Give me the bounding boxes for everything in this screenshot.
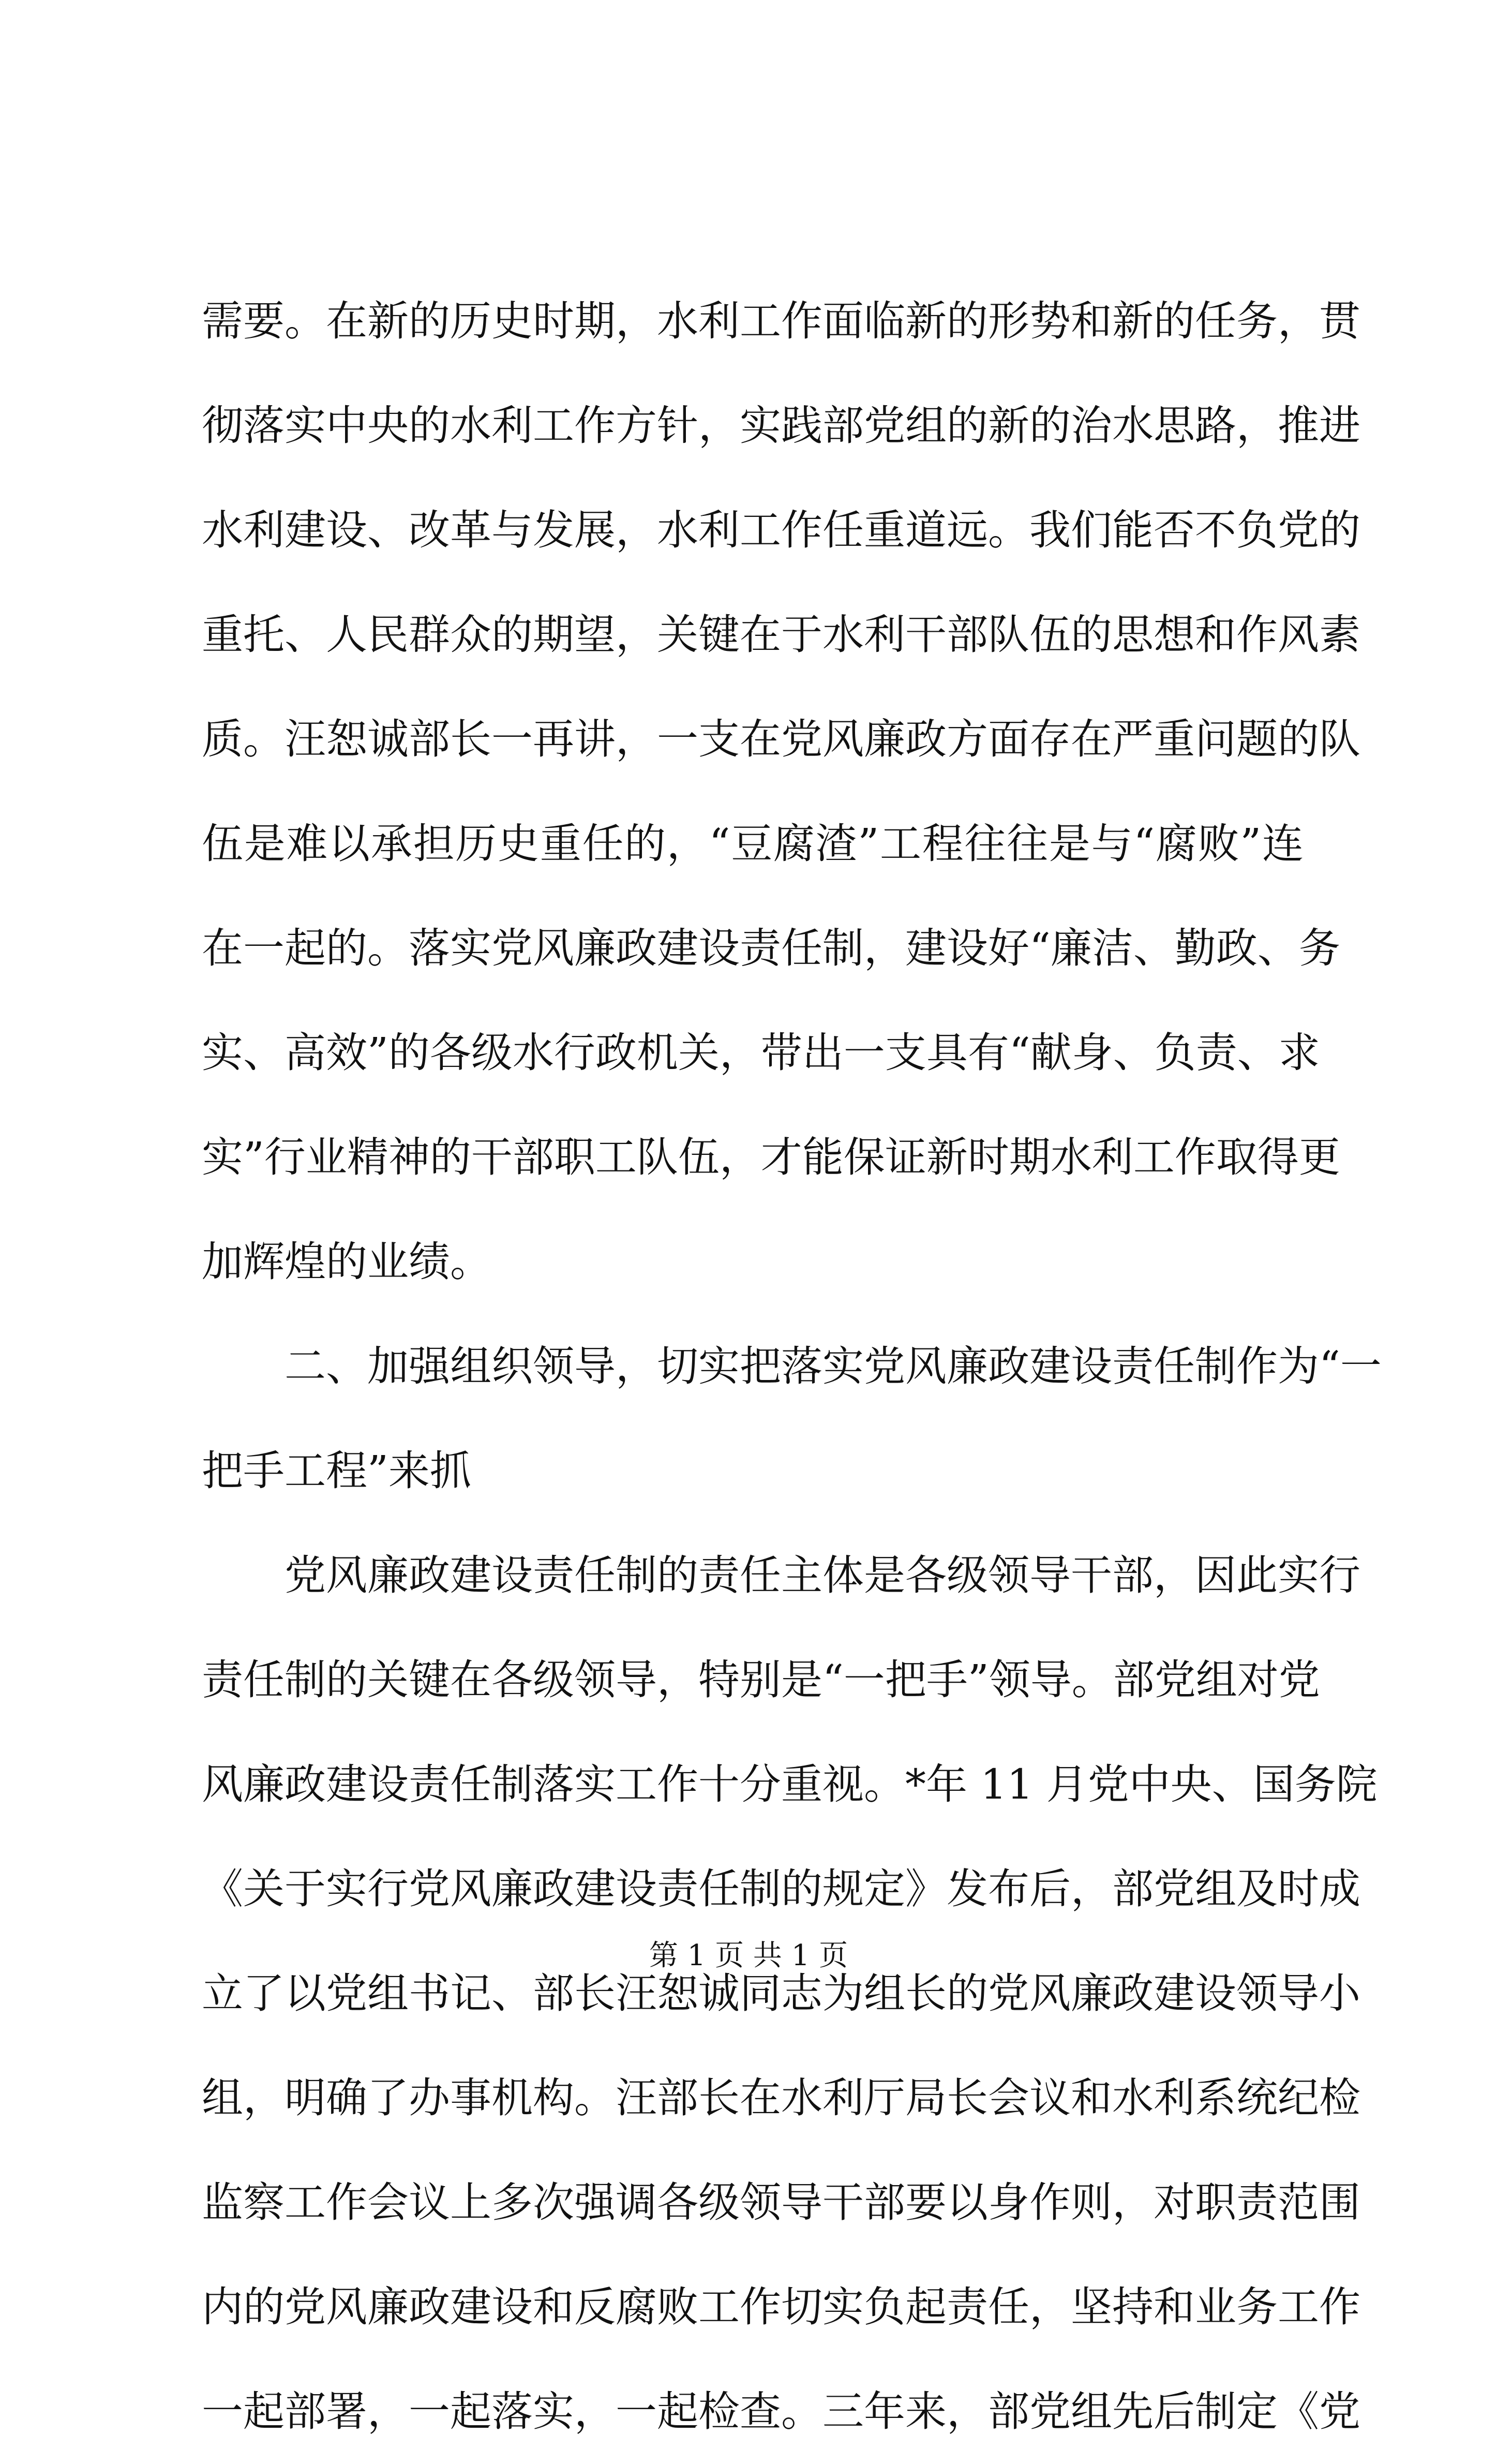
text-line: 内的党风廉政建设和反腐败工作切实负起责任，坚持和业务工作 <box>202 2283 1360 2331</box>
text-line: 实、高效”的各级水行政机关，带出一支具有“献身、负责、求 <box>202 1029 1320 1077</box>
text-line: 党风廉政建设责任制的责任主体是各级领导干部，因此实行 <box>202 1551 1360 1599</box>
text-line: 伍是难以承担历史重任的，“豆腐渣”工程往往是与“腐败”连 <box>202 820 1304 868</box>
text-line: 质。汪恕诚部长一再讲，一支在党风廉政方面存在严重问题的队 <box>202 715 1360 763</box>
text-line: 《关于实行党风廉政建设责任制的规定》发布后，部党组及时成 <box>202 1865 1360 1913</box>
text-line: 立了以党组书记、部长汪恕诚同志为组长的党风廉政建设领导小 <box>202 1969 1360 2017</box>
page-number-footer: 第 1 页 共 1 页 <box>649 1939 848 1972</box>
text-line: 组，明确了办事机构。汪部长在水利厅局长会议和水利系统纪检 <box>202 2074 1360 2122</box>
document-body <box>202 269 1382 2464</box>
text-line: 水利建设、改革与发展，水利工作任重道远。我们能否不负党的 <box>202 506 1360 554</box>
text-line: 一起部署，一起落实，一起检查。三年来，部党组先后制定《党 <box>202 2387 1360 2436</box>
text-line: 重托、人民群众的期望，关键在于水利干部队伍的思想和作风素 <box>202 611 1360 659</box>
text-line: 实”行业精神的干部职工队伍，才能保证新时期水利工作取得更 <box>202 1133 1340 1181</box>
text-line: 彻落实中央的水利工作方针，实践部党组的新的治水思路，推进 <box>202 402 1360 450</box>
text-line: 责任制的关键在各级领导，特别是“一把手”领导。部党组对党 <box>202 1656 1320 1704</box>
text-line: 风廉政建设责任制落实工作十分重视。*年 11 月党中央、国务院 <box>202 1760 1378 1808</box>
text-line: 监察工作会议上多次强调各级领导干部要以身作则，对职责范围 <box>202 2178 1360 2226</box>
text-line: 加辉煌的业绩。 <box>202 1238 491 1286</box>
text-line: 需要。在新的历史时期，水利工作面临新的形势和新的任务，贯 <box>202 297 1360 345</box>
section-heading-line: 把手工程”来抓 <box>202 1447 471 1495</box>
section-heading-line: 二、加强组织领导，切实把落实党风廉政建设责任制作为“一 <box>202 1342 1382 1390</box>
text-line: 在一起的。落实党风廉政建设责任制，建设好“廉洁、勤政、务 <box>202 924 1340 972</box>
